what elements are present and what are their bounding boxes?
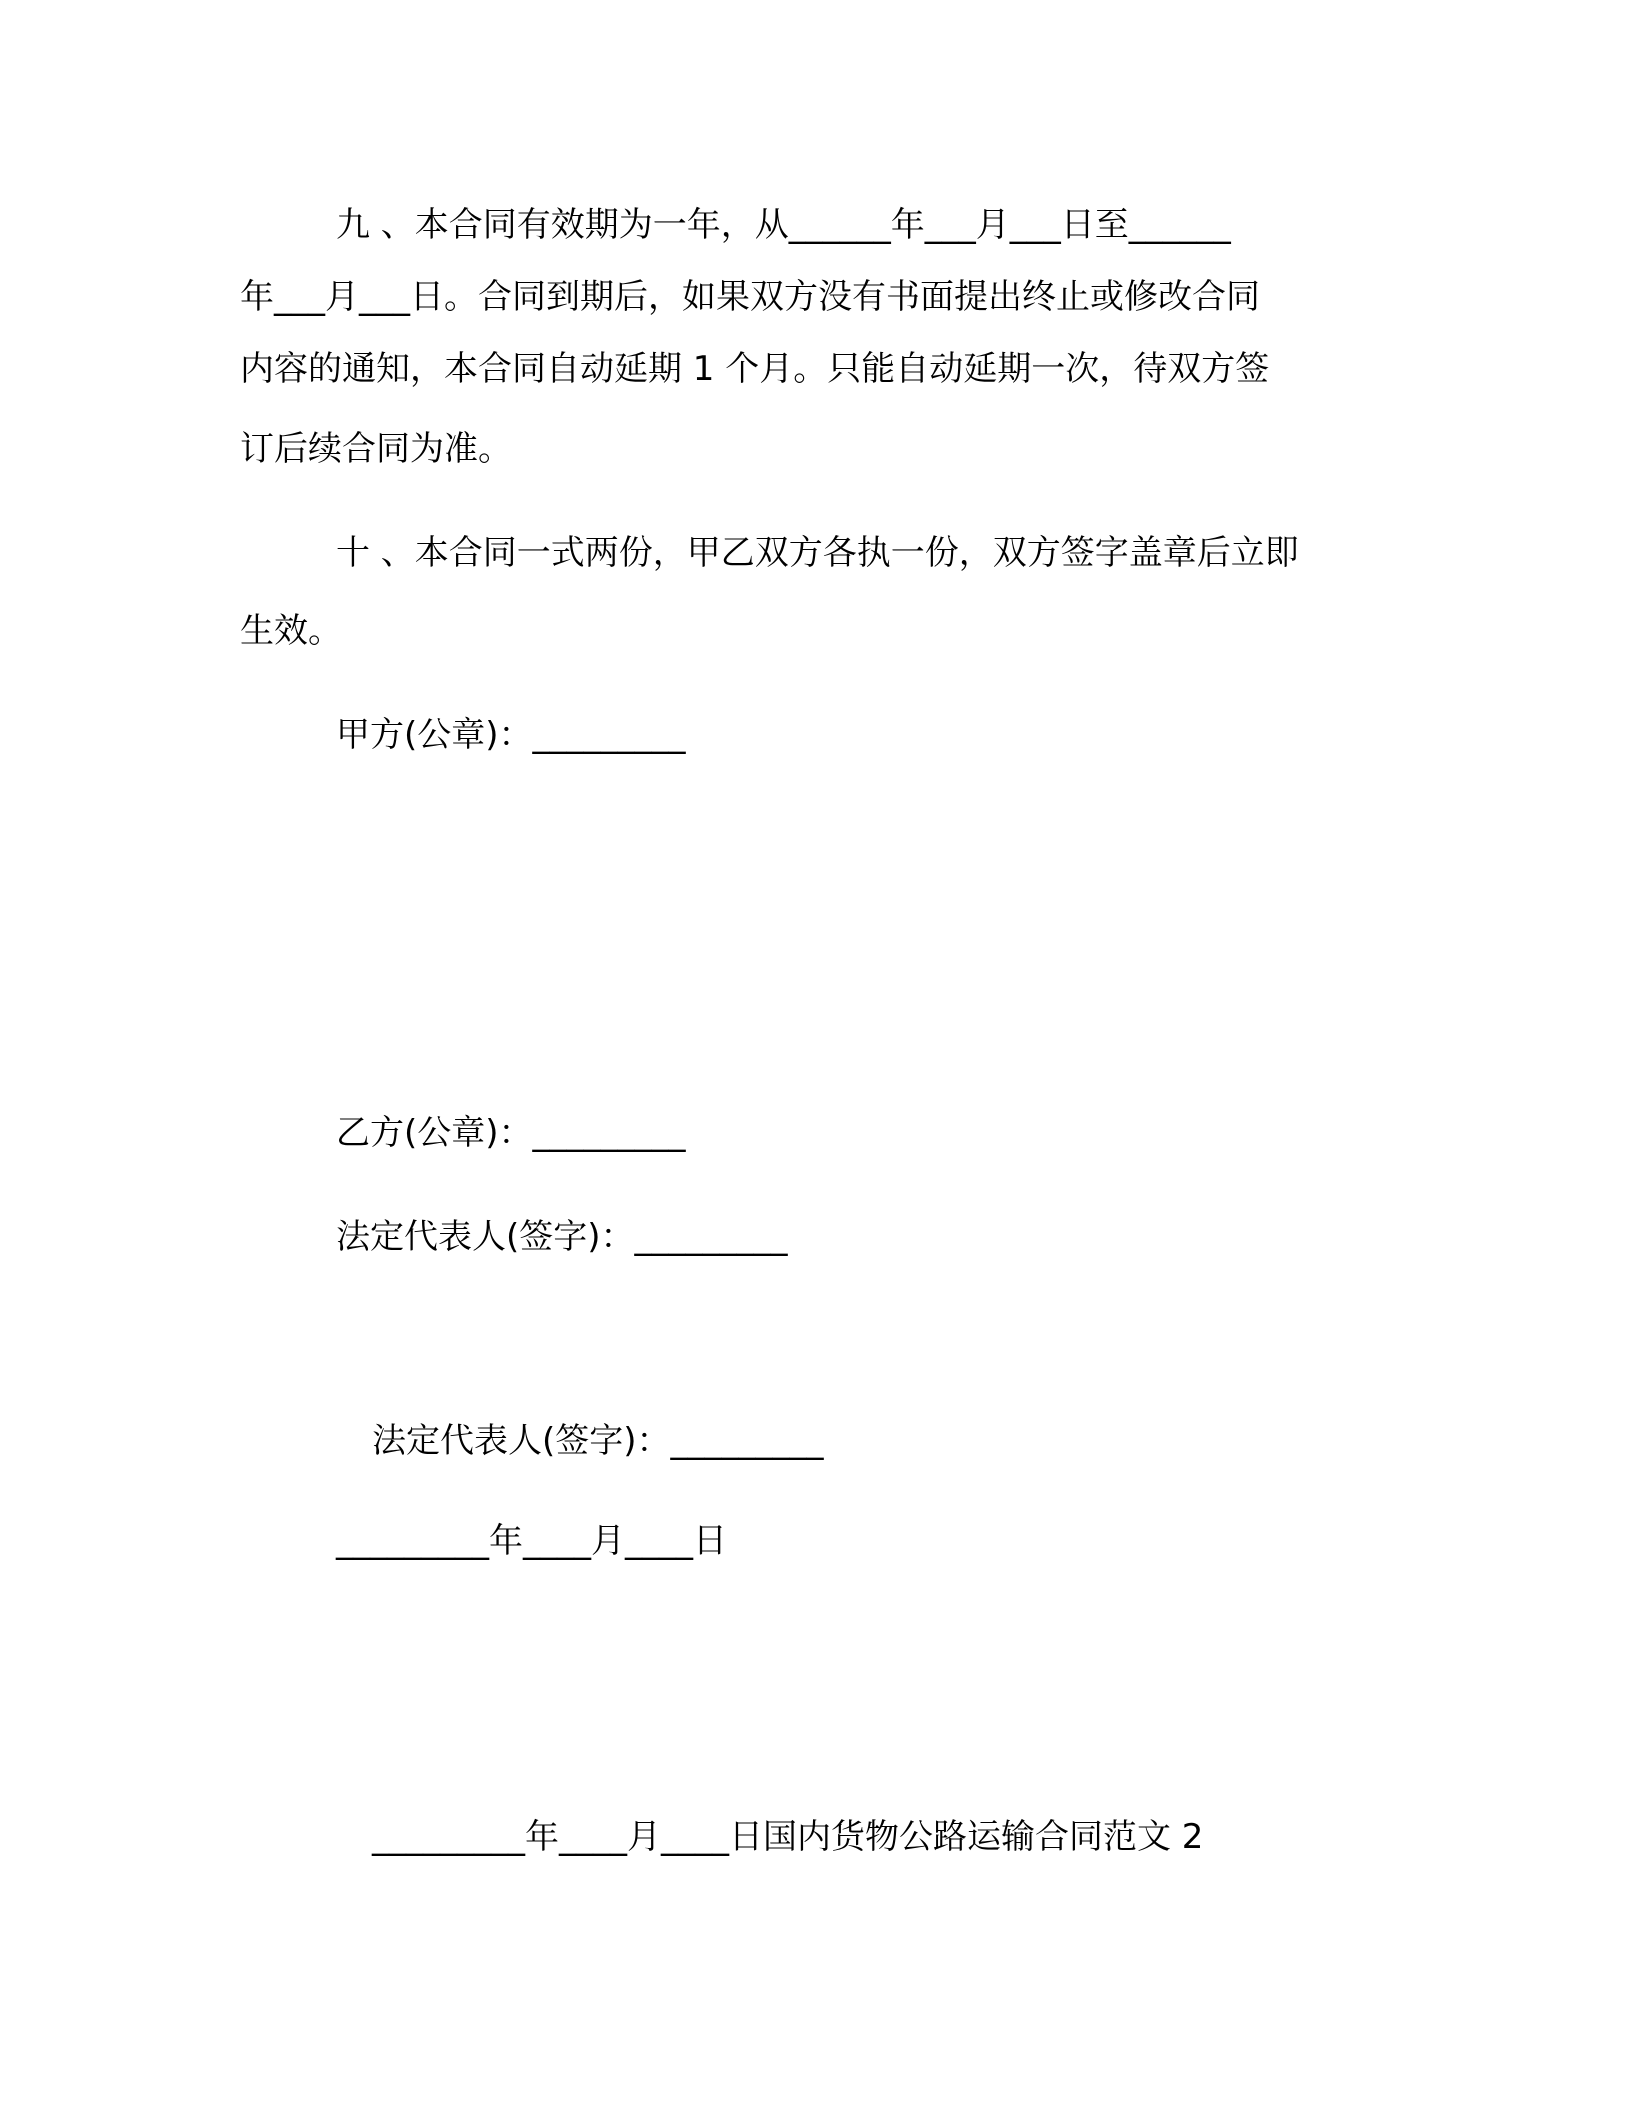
legal-representative-field: 法定代表人(签字)：_________ [336, 1217, 788, 1257]
date-field-and-next-title: _________年____月____日国内货物公路运输合同范文 2 [372, 1817, 1204, 1857]
clause-9-line-3: 内容的通知，本合同自动延期 1 个月。只能自动延期一次，待双方签 [240, 349, 1270, 389]
clause-9-line-2: 年___月___日。合同到期后，如果双方没有书面提出终止或修改合同 [240, 277, 1260, 317]
party-a-seal-field: 甲方(公章)：_________ [336, 715, 686, 755]
clause-9-line-1: 九 、本合同有效期为一年，从______年___月___日至______ [336, 205, 1231, 245]
clause-9-line-4: 订后续合同为准。 [240, 429, 512, 469]
party-b-seal-field: 乙方(公章)：_________ [336, 1113, 686, 1153]
clause-10-line-1: 十 、本合同一式两份，甲乙双方各执一份，双方签字盖章后立即 [336, 533, 1299, 573]
clause-10-line-2: 生效。 [240, 611, 342, 651]
date-field: _________年____月____日 [336, 1521, 727, 1561]
legal-representative-field-2: 法定代表人(签字)：_________ [372, 1421, 824, 1461]
